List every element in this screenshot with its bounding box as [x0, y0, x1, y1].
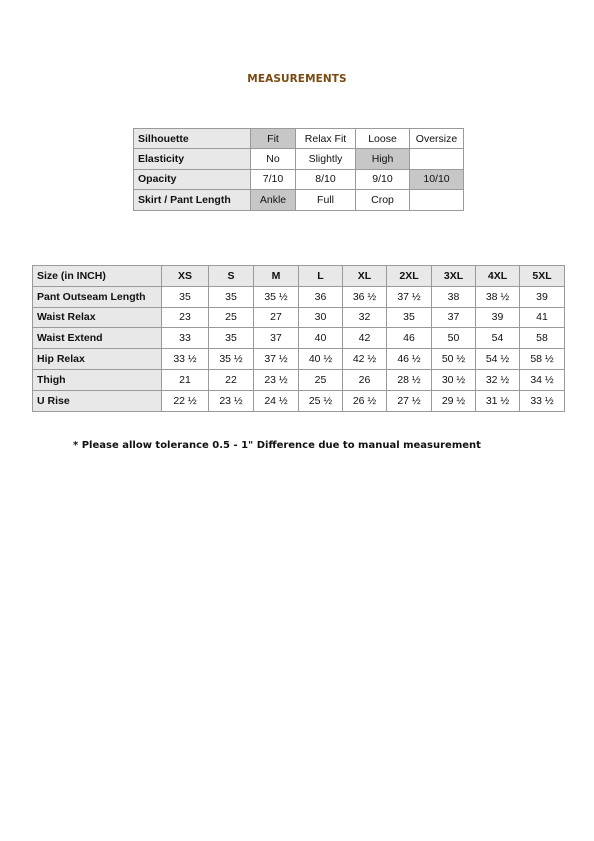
table-row — [33, 307, 565, 328]
measurement-value: 26 — [343, 369, 387, 390]
size-column-header: S — [209, 266, 254, 287]
attribute-label: Skirt / Pant Length — [134, 190, 251, 210]
measurement-value: 46 ½ — [387, 349, 432, 370]
size-column-header: M — [254, 266, 299, 287]
measurement-value: 23 ½ — [209, 390, 254, 411]
measurement-value: 27 ½ — [387, 390, 432, 411]
attribute-row — [134, 169, 464, 189]
size-header-row — [33, 266, 565, 287]
attribute-option: Relax Fit — [296, 129, 356, 149]
size-column-header: 3XL — [432, 266, 476, 287]
measurement-value: 58 — [520, 328, 565, 349]
measurement-value: 58 ½ — [520, 349, 565, 370]
attribute-option: Crop — [356, 190, 410, 210]
measurement-value: 31 ½ — [476, 390, 520, 411]
measurement-label: Pant Outseam Length — [33, 286, 162, 307]
attribute-option — [410, 149, 464, 169]
measurement-value: 35 ½ — [209, 349, 254, 370]
measurement-value: 37 — [432, 307, 476, 328]
measurement-value: 42 ½ — [343, 349, 387, 370]
measurement-label: U Rise — [33, 390, 162, 411]
size-column-header: XS — [162, 266, 209, 287]
attribute-option: 10/10 — [410, 169, 464, 189]
measurement-value: 25 ½ — [299, 390, 343, 411]
measurement-value: 40 ½ — [299, 349, 343, 370]
attribute-option: Oversize — [410, 129, 464, 149]
table-row — [33, 369, 565, 390]
measurement-value: 54 — [476, 328, 520, 349]
measurement-value: 39 — [476, 307, 520, 328]
attribute-option: 8/10 — [296, 169, 356, 189]
size-column-header: 4XL — [476, 266, 520, 287]
measurement-value: 23 ½ — [254, 369, 299, 390]
measurement-value: 30 ½ — [432, 369, 476, 390]
measurement-value: 21 — [162, 369, 209, 390]
measurement-value: 37 ½ — [254, 349, 299, 370]
measurement-value: 37 — [254, 328, 299, 349]
size-column-header: 5XL — [520, 266, 565, 287]
measurement-value: 33 ½ — [162, 349, 209, 370]
table-row — [33, 349, 565, 370]
measurement-value: 36 ½ — [343, 286, 387, 307]
measurement-value: 35 — [387, 307, 432, 328]
measurement-value: 40 — [299, 328, 343, 349]
attribute-option: Full — [296, 190, 356, 210]
measurement-label: Thigh — [33, 369, 162, 390]
measurement-value: 38 ½ — [476, 286, 520, 307]
attribute-label: Silhouette — [134, 129, 251, 149]
measurement-value: 36 — [299, 286, 343, 307]
measurement-value: 39 — [520, 286, 565, 307]
measurement-value: 46 — [387, 328, 432, 349]
measurement-value: 28 ½ — [387, 369, 432, 390]
measurement-value: 50 ½ — [432, 349, 476, 370]
attribute-row — [134, 190, 464, 210]
table-row — [33, 328, 565, 349]
measurement-value: 35 — [209, 286, 254, 307]
measurement-value: 30 — [299, 307, 343, 328]
measurement-value: 32 ½ — [476, 369, 520, 390]
tolerance-note: * Please allow tolerance 0.5 - 1" Difference due to manual measurement — [73, 440, 481, 451]
measurement-label: Waist Relax — [33, 307, 162, 328]
measurement-value: 34 ½ — [520, 369, 565, 390]
measurement-value: 33 — [162, 328, 209, 349]
size-column-header: L — [299, 266, 343, 287]
attribute-label: Elasticity — [134, 149, 251, 169]
measurement-value: 23 — [162, 307, 209, 328]
attribute-option: Fit — [251, 129, 296, 149]
attribute-option: High — [356, 149, 410, 169]
attribute-option: 7/10 — [251, 169, 296, 189]
attribute-row — [134, 129, 464, 149]
measurement-value: 24 ½ — [254, 390, 299, 411]
table-row — [33, 390, 565, 411]
measurement-value: 25 — [299, 369, 343, 390]
attribute-option: Loose — [356, 129, 410, 149]
measurement-value: 32 — [343, 307, 387, 328]
attribute-option — [410, 190, 464, 210]
measurement-value: 22 — [209, 369, 254, 390]
measurement-label: Hip Relax — [33, 349, 162, 370]
measurement-value: 25 — [209, 307, 254, 328]
size-column-header: XL — [343, 266, 387, 287]
size-column-header: 2XL — [387, 266, 432, 287]
attribute-row — [134, 149, 464, 169]
attribute-option: Ankle — [251, 190, 296, 210]
measurement-value: 41 — [520, 307, 565, 328]
page-title: MEASUREMENTS — [247, 73, 347, 85]
attribute-option: 9/10 — [356, 169, 410, 189]
measurement-value: 54 ½ — [476, 349, 520, 370]
measurement-value: 26 ½ — [343, 390, 387, 411]
measurement-label: Waist Extend — [33, 328, 162, 349]
measurement-value: 35 — [162, 286, 209, 307]
attribute-label: Opacity — [134, 169, 251, 189]
measurement-value: 37 ½ — [387, 286, 432, 307]
table-row — [33, 286, 565, 307]
measurement-value: 27 — [254, 307, 299, 328]
attribute-table — [133, 128, 464, 211]
measurement-value: 50 — [432, 328, 476, 349]
measurement-value: 42 — [343, 328, 387, 349]
measurement-value: 29 ½ — [432, 390, 476, 411]
attribute-option: Slightly — [296, 149, 356, 169]
size-header-label: Size (in INCH) — [33, 266, 162, 287]
measurement-value: 35 — [209, 328, 254, 349]
measurement-value: 22 ½ — [162, 390, 209, 411]
size-chart-table — [32, 265, 565, 412]
measurement-value: 35 ½ — [254, 286, 299, 307]
measurement-value: 38 — [432, 286, 476, 307]
attribute-option: No — [251, 149, 296, 169]
measurement-value: 33 ½ — [520, 390, 565, 411]
